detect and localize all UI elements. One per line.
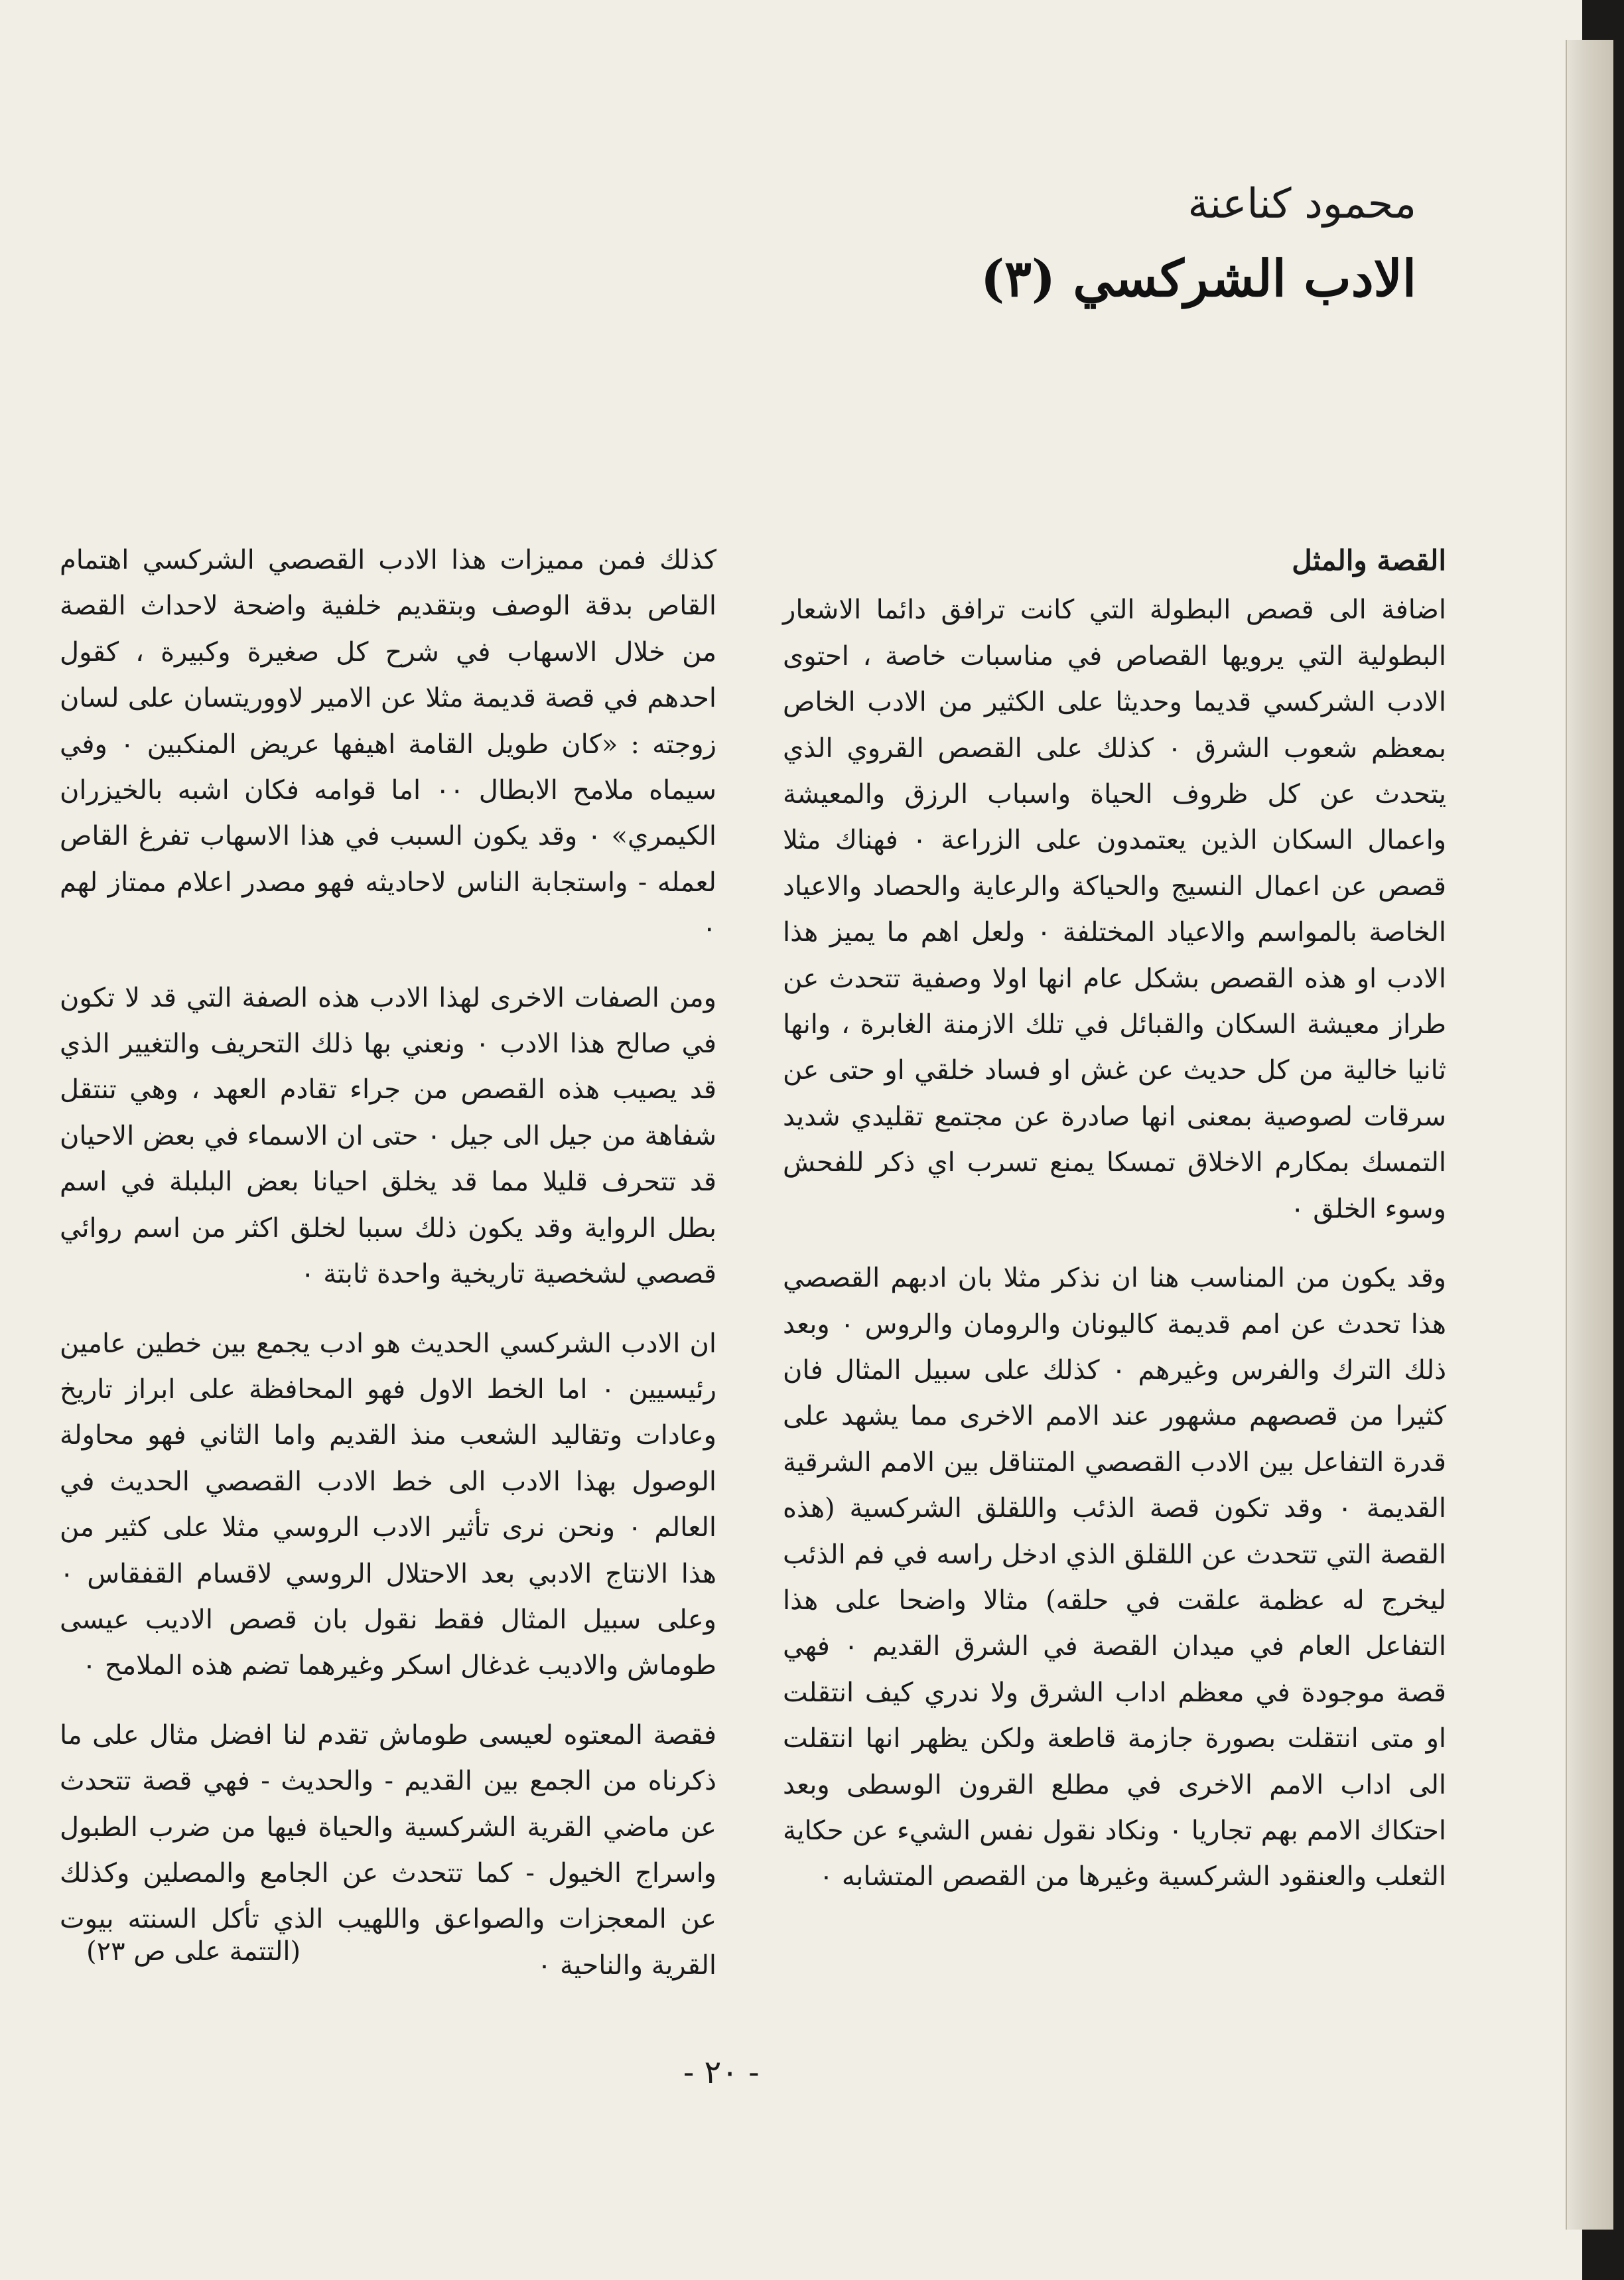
paragraph: وقد يكون من المناسب هنا ان نذكر مثلا بان ادبهم القصصي هذا تحدث عن امم قديمة كاليونان والرومان والروس ٠ وبعد ذلك الترك والفرس وغيرهم ٠ كذلك على سبيل المثال فان كثيرا من قصصهم مشهور عند الامم الاخرى مما يشهد على قدرة التفاعل بين الادب القصصي المتناقل بين الامم الشرقية القديمة ٠ وقد تكون قصة الذئب واللقلق الشركسية (هذه القصة التي تتحدث عن اللقلق الذي ادخل راسه في فم الذئب ليخرج له عظمة علقت في حلقه) مثالا واضحا على هذا التفاعل العام في ميدان القصة في الشرق القديم ٠ فهي قصة موجودة في معظم اداب الشرق ولا ندري كيف انتقلت او متى انتقلت بصورة جازمة قاطعة ولكن يظهر انها انتقلت الى اداب الامم الاخرى في مطلع القرون الوسطى وبعد احتكاك الامم بهم تجاريا ٠ ونكاد نقول نفس الشيء عن حكاية الثعلب والعنقود الشركسية وغيرها من القصص المتشابه ٠ (783, 1263, 1447, 1892)
paragraph: كذلك فمن مميزات هذا الادب القصصي الشركسي اهتمام القاص بدقة الوصف وبتقديم خلفية واضحة لاحداث القصة من خلال الاسهاب في شرح كل صغيرة وكبيرة ، كقول احدهم في قصة قديمة مثلا عن الامير لاووريتسان على لسان زوجته : «كان طويل القامة اهيفها عريض المنكبين ٠ وفي سيماه ملامح الابطال ٠٠ اما قوامه فكان اشبه بالخيزران الكيمري» ٠ وقد يكون السبب في هذا الاسهاب تفرغ القاص لعمله - واستجابة الناس لاحاديثه فهو مصدر اعلام ممتاز لهم ٠ (60, 545, 717, 944)
left-column (60, 537, 716, 1989)
right-column (783, 537, 1446, 1900)
paragraph: ان الادب الشركسي الحديث هو ادب يجمع بين خطين عامين رئيسيين ٠ اما الخط الاول فهو المحافظة على ابراز تاريخ وعادات وتقاليد الشعب منذ القديم واما الثاني فهو محاولة الوصول بهذا الادب الى خط الادب القصصي الحديث في العالم ٠ ونحن نرى تأثير الادب الروسي مثلا على كثير من هذا الانتاج الادبي بعد الاحتلال الروسي لاقسام القفقاس ٠ وعلى سبيل المثال فقط نقول بان قصص الاديب عيسى طوماش والاديب غدغال اسكر وغيرهما تضم هذه الملامح ٠ (60, 1328, 716, 1681)
section-heading: القصة والمثل (1292, 544, 1446, 577)
article-title: الادب الشركسي (٣) (981, 249, 1416, 308)
paragraph: ومن الصفات الاخرى لهذا الادب هذه الصفة التي قد لا تكون في صالح هذا الادب ٠ ونعني بها ذلك التحريف والتغيير الذي قد يصيب هذه القصص من جراء تقادم العهد ، وهي تنتقل شفاهة من جيل الى جيل ٠ حتى ان الاسماء في بعض الاحيان قد تتحرف قليلا مما قد يخلق احيانا بعض البلبلة في اسم بطل الرواية وقد يكون ذلك سببا لخلق اكثر من اسم روائي قصصي لشخصية تاريخية واحدة ثابتة ٠ (60, 982, 717, 1290)
paragraph: اضافة الى قصص البطولة التي كانت ترافق دائما الاشعار البطولية التي يرويها القصاص في مناسبات خاصة ، احتوى الادب الشركسي قديما وحديثا على الكثير من الادب الخاص بمعظم شعوب الشرق ٠ كذلك على القصص القروي الذي يتحدث عن كل ظروف الحياة واسباب الرزق والمعيشة واعمال السكان الذين يعتمدون على الزراعة ٠ فهناك مثلا قصص عن اعمال النسيج والحياكة والرعاية والحصاد والاعياد الخاصة بالمواسم والاعياد المختلفة ٠ ولعل اهم ما يميز هذا الادب او هذه القصص بشكل عام انها اولا وصفية تتحدث عن طراز معيشة السكان والقبائل في تلك الازمنة الغابرة ، وانها ثانيا خالية من كل حديث عن غش او فساد خلقي او حتى عن سرقات لصوصية بمعنى انها صادرة عن مجتمع تقليدي شديد التمسك بمكارم الاخلاق تمسكا يمنع تسرب اي ذكر للفحش وسوء الخلق ٠ (783, 595, 1447, 1224)
continuation-note: (التتمة على ص ٢٣) (86, 1936, 301, 1967)
paragraph: فقصة المعتوه لعيسى طوماش تقدم لنا افضل مثال على ما ذكرناه من الجمع بين القديم - والحديث - فهي قصة تتحدث عن ماضي القرية الشركسية والحياة فيها من ضرب الطبول واسراج الخيول - كما تتحدث عن الجامع والمصلين وكذلك عن المعجزات والصواعق واللهيب الذي تأكل السنته بيوت القرية والناحية ٠ (60, 1719, 716, 1981)
page-number: - ٢٠ - (683, 2054, 760, 2091)
bleed-through-text (60, 186, 723, 531)
page-edge (1566, 40, 1613, 2230)
author-name: محمود كناعنة (1187, 179, 1416, 228)
